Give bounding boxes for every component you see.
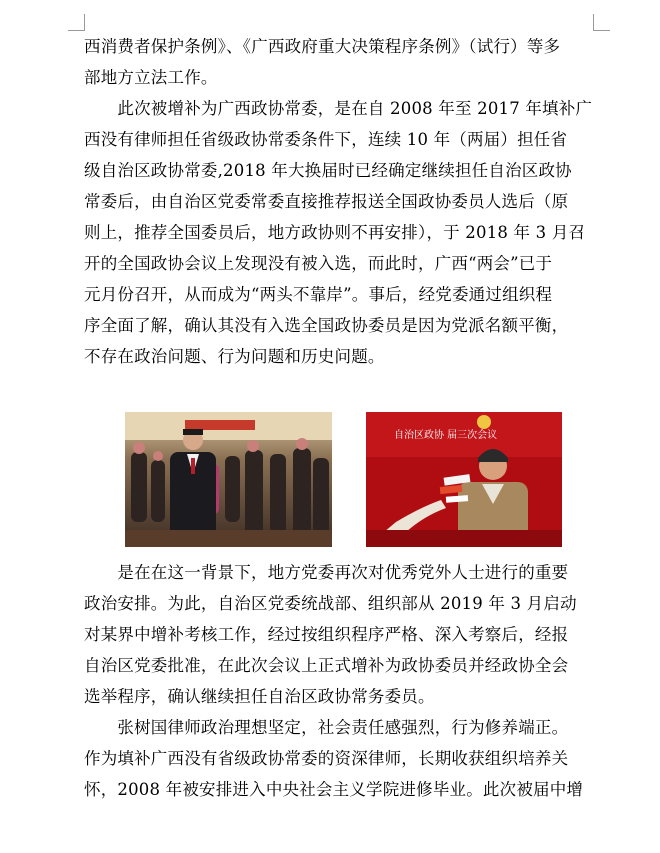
paragraph-top (84, 31, 594, 372)
paragraph-bottom (84, 557, 594, 805)
text-line: 作为填补广西没有省级政协常委的资深律师，长期收获组织培养关 (84, 749, 569, 768)
margin-corner-top-left (68, 14, 85, 31)
text-line: 开的全国政协会议上发现没有被入选，而此时，广西“两会”已于 (84, 254, 553, 273)
interview-photo (366, 412, 562, 547)
text-line: 选举程序，确认继续担任自治区政协常务委员。 (84, 687, 435, 706)
text-line: 级自治区政协常委,2018 年大换届时已经确定继续担任自治区政协 (84, 161, 572, 180)
text-line: 是在在这一背景下，地方党委再次对优秀党外人士进行的重要 (84, 563, 569, 582)
text-line: 西消费者保护条例》、《广西政府重大决策程序条例》（试行）等多 (84, 37, 561, 56)
text-line: 部地方立法工作。 (84, 68, 218, 87)
conference-banner-text: 自治区政协 届三次会议 (394, 430, 498, 441)
person-in-meeting-hall-photo-icon (125, 412, 332, 547)
text-line: 元月份召开，从而成为“两头不靠岸”。事后，经党委通过组织程 (84, 285, 553, 304)
meeting-hall-photo (125, 412, 332, 547)
text-line: 自治区党委批准，在此次会议上正式增补为政协委员并经政协全会 (84, 656, 569, 675)
text-line: 西没有律师担任省级政协常委条件下，连续 10 年（两届）担任省 (84, 130, 568, 149)
text-line: 政治安排。为此，自治区党委统战部、组织部从 2019 年 3 月启动 (84, 594, 577, 613)
text-line: 怀，2008 年被安排进入中央社会主义学院进修毕业。此次被届中增 (84, 780, 584, 799)
text-line: 则上，推荐全国委员后，地方政协则不再安排），于 2018 年 3 月召 (84, 223, 586, 242)
margin-corner-top-right (593, 14, 610, 31)
text-line: 对某界中增补考核工作，经过按组织程序严格、深入考察后，经报 (84, 625, 569, 644)
text-line: 不存在政治问题、行为问题和历史问题。 (84, 347, 385, 366)
text-line: 此次被增补为广西政协常委，是在自 2008 年至 2017 年填补广 (84, 99, 593, 118)
person-interview-photo-icon (366, 412, 562, 547)
text-line: 常委后，由自治区党委常委直接推荐报送全国政协委员人选后（原 (84, 192, 569, 211)
text-line: 张树国律师政治理想坚定，社会责任感强烈，行为修养端正。 (84, 718, 569, 737)
text-line: 序全面了解，确认其没有入选全国政协委员是因为党派名额平衡， (84, 316, 569, 335)
